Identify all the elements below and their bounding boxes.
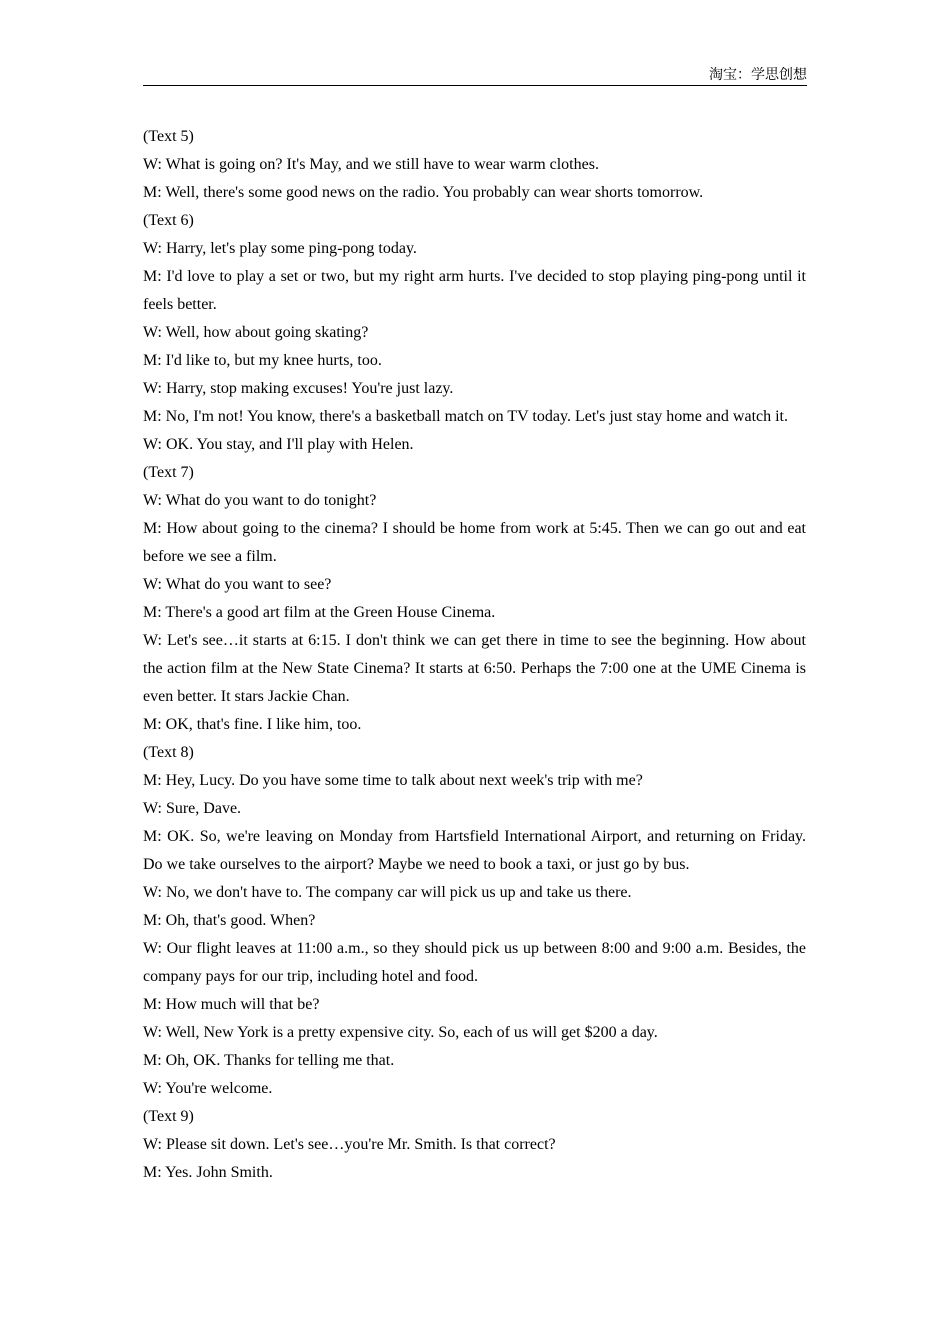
dialogue-line: M: Well, there's some good news on the radio. You probably can wear shorts tomorrow. <box>143 184 704 201</box>
dialogue-line: W: Sure, Dave. <box>143 800 242 817</box>
dialogue-line: W: Harry, let's play some ping-pong today. <box>143 240 417 257</box>
dialogue-line: M: OK, that's fine. I like him, too. <box>143 716 362 733</box>
section-label: (Text 6) <box>143 212 194 229</box>
dialogue-line: W: What is going on? It's May, and we still have to wear warm clothes. <box>143 156 599 173</box>
dialogue-line: W: OK. You stay, and I'll play with Helen. <box>143 436 414 453</box>
dialogue-line: W: No, we don't have to. The company car will pick us up and take us there. <box>143 884 632 901</box>
dialogue-line: W: What do you want to do tonight? <box>143 492 377 509</box>
dialogue-line: W: Well, New York is a pretty expensive city. So, each of us will get $200 a day. <box>143 1024 658 1041</box>
transcript-body <box>143 123 806 1187</box>
dialogue-line: M: OK. So, we're leaving on Monday from Hartsfield International Airport, and returning on Friday. Do we take ourselves to the airport? Maybe we need to book a taxi, or just go by bus. <box>143 828 806 873</box>
dialogue-line: M: I'd like to, but my knee hurts, too. <box>143 352 382 369</box>
dialogue-line: W: Let's see…it starts at 6:15. I don't think we can get there in time to see the beginning. How about the action film at the New State Cinema? It starts at 6:50. Perhaps the 7:00 one at the UME Cinema is even better. It stars Jackie Chan. <box>143 632 806 705</box>
dialogue-line: W: Harry, stop making excuses! You're just lazy. <box>143 380 454 397</box>
section-label: (Text 7) <box>143 464 194 481</box>
header-divider <box>143 85 807 86</box>
dialogue-line: W: Please sit down. Let's see…you're Mr. Smith. Is that correct? <box>143 1136 556 1153</box>
dialogue-line: M: Oh, that's good. When? <box>143 912 316 929</box>
dialogue-line: M: How much will that be? <box>143 996 320 1013</box>
dialogue-line: M: I'd love to play a set or two, but my right arm hurts. I've decided to stop playing ping-pong until it feels better. <box>143 268 806 313</box>
section-label: (Text 8) <box>143 744 194 761</box>
dialogue-line: W: What do you want to see? <box>143 576 332 593</box>
section-label: (Text 5) <box>143 128 194 145</box>
dialogue-line: M: How about going to the cinema? I should be home from work at 5:45. Then we can go out and eat before we see a film. <box>143 520 806 565</box>
dialogue-line: M: Hey, Lucy. Do you have some time to talk about next week's trip with me? <box>143 772 643 789</box>
dialogue-line: W: You're welcome. <box>143 1080 273 1097</box>
dialogue-line: M: Yes. John Smith. <box>143 1164 273 1181</box>
dialogue-line: M: Oh, OK. Thanks for telling me that. <box>143 1052 395 1069</box>
dialogue-line: M: No, I'm not! You know, there's a basketball match on TV today. Let's just stay home and watch it. <box>143 408 788 425</box>
dialogue-line: W: Our flight leaves at 11:00 a.m., so they should pick us up between 8:00 and 9:00 a.m. Besides, the company pays for our trip, including hotel and food. <box>143 940 806 985</box>
page-header: 淘宝：学思创想 <box>709 68 807 83</box>
dialogue-line: W: Well, how about going skating? <box>143 324 369 341</box>
section-label: (Text 9) <box>143 1108 194 1125</box>
dialogue-line: M: There's a good art film at the Green House Cinema. <box>143 604 496 621</box>
